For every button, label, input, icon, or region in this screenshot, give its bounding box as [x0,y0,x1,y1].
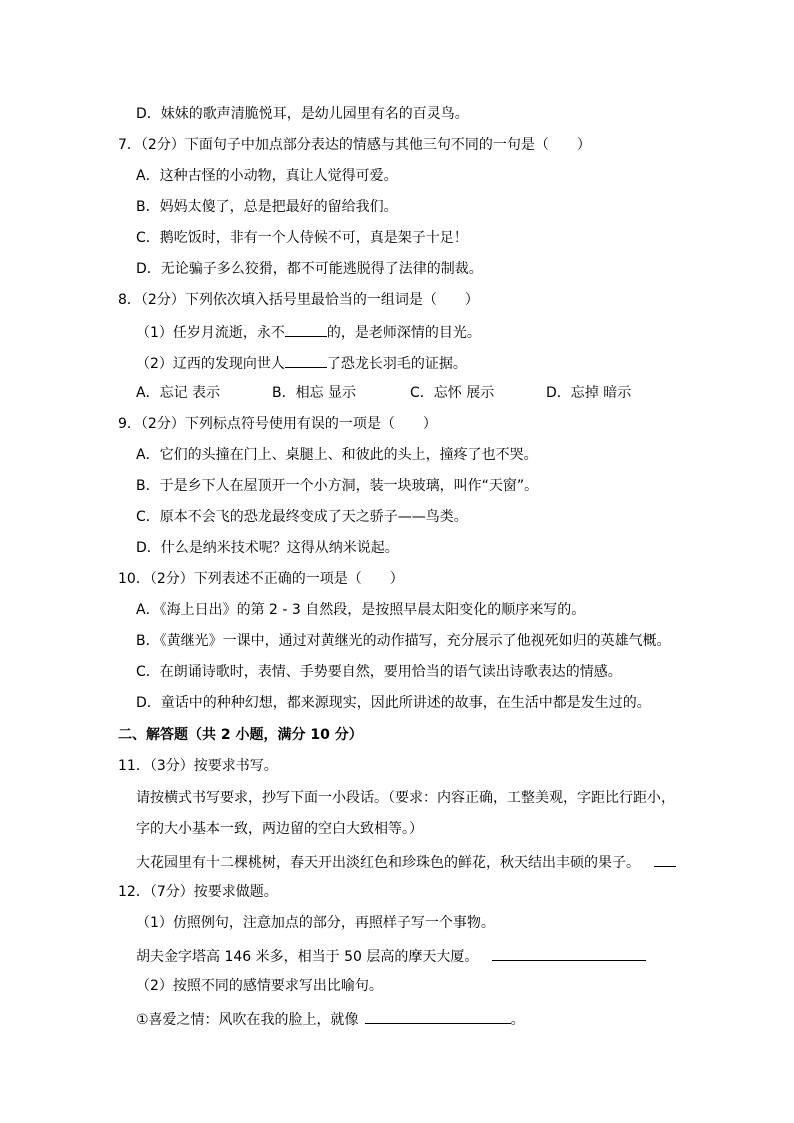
q8-option-a: A．忘记 表示 [136,385,221,401]
q8-option-b: B．相忘 显示 [272,385,357,401]
q11-passage: 大花园里有十二棵桃树，春天开出淡红色和珍珠色的鲜花，秋天结出丰硕的果子。 [136,855,640,871]
q8-line-1-after: 的，是老师深情的目光。 [326,325,481,341]
q12-item-1-blank [365,1009,511,1024]
q8-option-c: C．忘怀 展示 [410,385,495,401]
q8-line-2-after: 了恐龙长羽毛的证据。 [326,356,467,372]
q9-option-a: A．它们的头撞在门上、桌腿上、和彼此的头上，撞疼了也不哭。 [136,447,538,463]
q8-line-2-before: （2）辽西的发现向世人 [136,356,285,372]
q11-instruction-1: 请按横式书写要求，抄写下面一小段话。（要求：内容正确，工整美观，字距比行距小， [136,790,675,806]
q12-example-line [136,946,646,966]
q9-option-c: C．原本不会飞的恐龙最终变成了天之骄子——鸟类。 [136,509,468,525]
q7-option-d: D．无论骗子多么狡猾，都不可能逃脱得了法律的制裁。 [136,261,483,277]
section-2-heading: 二、解答题（共 2 小题，满分 10 分） [118,727,363,743]
q7-option-a: A．这种古怪的小动物，真让人觉得可爱。 [136,168,398,184]
q12-item-1-end: 。 [510,1012,525,1028]
q12-stem: 12．（7分）按要求做题。 [118,884,278,900]
q10-option-a: A．《海上日出》的第 2 - 3 自然段，是按照早晨太阳变化的顺序来写的。 [136,602,586,618]
q8-blank-2 [285,353,327,368]
q7-stem: 7．（2分）下面句子中加点部分表达的情感与其他三句不同的一句是（ ） [118,137,591,153]
q10-option-d: D．童话中的种种幻想，都来源现实，因此所讲述的故事，在生活中都是发生过的。 [136,695,651,711]
q12-item-1-line [136,1009,525,1029]
q12-part-2: （2）按照不同的感情要求写出比喻句。 [136,978,383,994]
q12-part-1: （1）仿照例句，注意加点的部分，再照样子写一个事物。 [136,915,495,931]
q8-line-1 [136,322,481,342]
q10-option-c: C．在朗诵诗歌时，表情、手势要自然，要用恰当的语气读出诗歌表达的情感。 [136,664,622,680]
q8-line-2 [136,353,467,373]
q8-option-d: D．忘掉 暗示 [546,385,632,401]
q12-example-blank [492,946,646,961]
q6-option-d: D．妹妹的歌声清脆悦耳，是幼儿园里有名的百灵鸟。 [136,106,469,122]
q8-line-1-before: （1）任岁月流逝，永不 [136,325,285,341]
q7-option-c: C．鹅吃饭时，非有一个人侍候不可，真是架子十足！ [136,230,468,246]
q11-answer-blank [654,852,676,867]
q10-option-b: B．《黄继光》一课中，通过对黄继光的动作描写，充分展示了他视死如归的英雄气概。 [136,633,671,649]
q8-blank-1 [285,322,327,337]
q12-example: 胡夫金字塔高 146 米多，相当于 50 层高的摩天大厦。 [136,949,479,965]
q11-passage-line [136,852,676,872]
q9-option-b: B．于是乡下人在屋顶开一个小方洞，装一块玻璃，叫作“天窗”。 [136,478,539,494]
q9-option-d: D．什么是纳米技术呢？这得从纳米说起。 [136,540,399,556]
q12-item-1-prompt: ①喜爱之情：风吹在我的脸上，就像 [136,1012,359,1028]
q10-stem: 10．（2分）下列表述不正确的一项是（ ） [118,571,404,587]
q8-stem: 8．（2分）下列依次填入括号里最恰当的一组词是（ ） [118,292,479,308]
q7-option-b: B．妈妈太傻了，总是把最好的留给我们。 [136,199,398,215]
q11-instruction-2: 字的大小基本一致，两边留的空白大致相等。） [136,821,423,837]
q9-stem: 9．（2分）下列标点符号使用有误的一项是（ ） [118,416,437,432]
q8-options [136,384,631,402]
q11-stem: 11．（3分）按要求书写。 [118,758,278,774]
